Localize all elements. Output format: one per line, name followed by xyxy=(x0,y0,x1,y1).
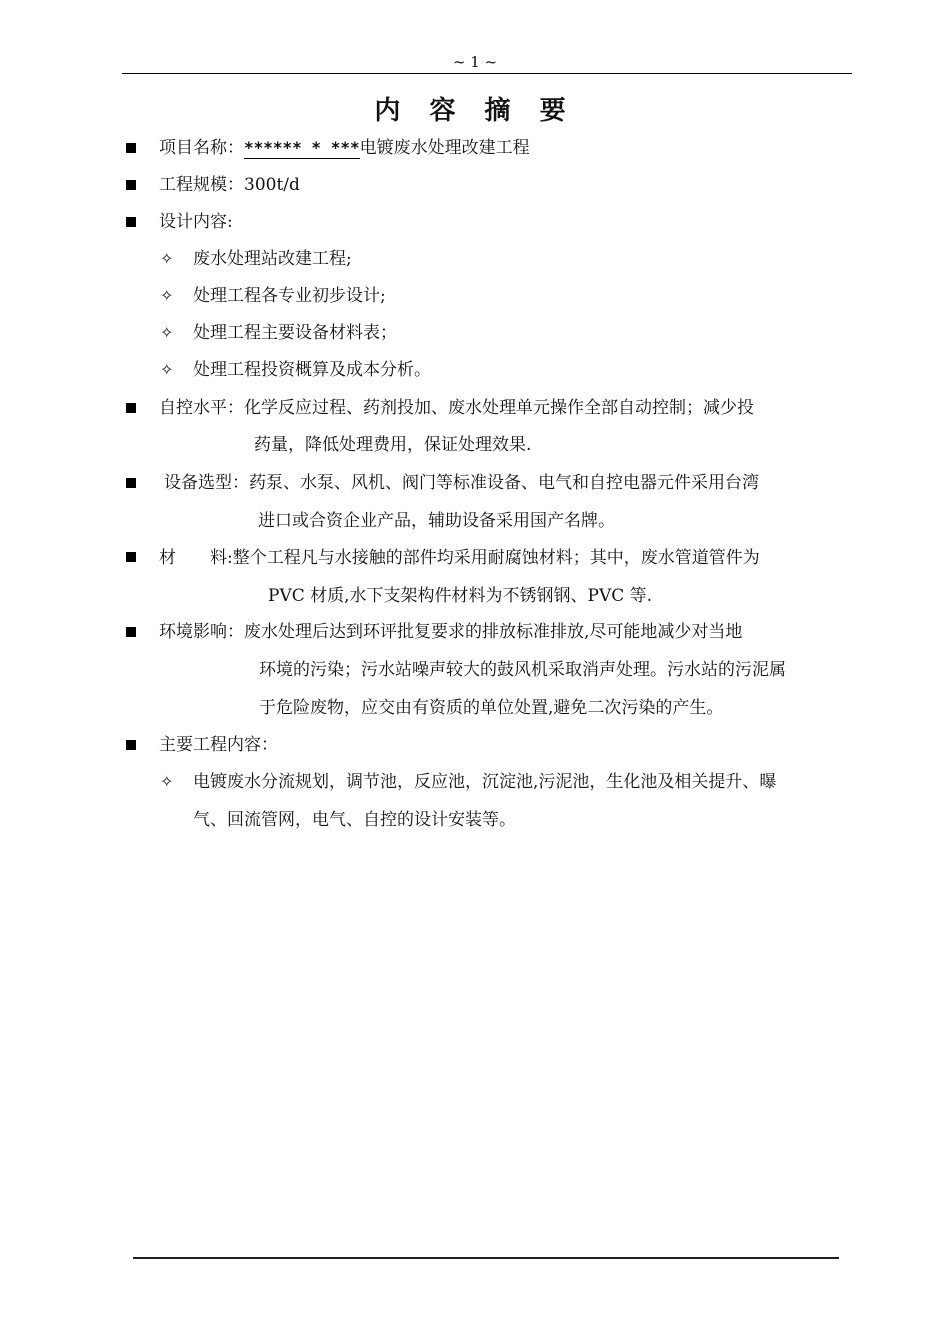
design-item: 处理工程主要设备材料表； xyxy=(193,323,397,343)
design-item: 处理工程投资概算及成本分析。 xyxy=(193,360,431,380)
project-name-line xyxy=(159,137,530,159)
header-rule xyxy=(122,73,852,74)
square-bullet-icon xyxy=(126,143,136,153)
footer-rule xyxy=(133,1257,839,1259)
page-number: ~ 1 ~ xyxy=(452,53,498,71)
square-bullet-icon xyxy=(126,478,136,488)
material-line-2: PVC 材质,水下支架构件材料为不锈钢钢、PVC 等. xyxy=(268,586,653,606)
environment-line-2: 环境的污染；污水站噪声较大的鼓风机采取消声处理。污水站的污泥属 xyxy=(259,660,786,680)
main-content-line-2: 气、回流管网，电气、自控的设计安装等。 xyxy=(193,810,516,830)
project-label: 项目名称： xyxy=(159,138,244,158)
automation-line-1: 自控水平：化学反应过程、药剂投加、废水处理单元操作全部自动控制；减少投 xyxy=(159,398,754,418)
square-bullet-icon xyxy=(126,403,136,413)
design-item: 处理工程各专业初步设计; xyxy=(193,286,386,306)
main-content-label: 主要工程内容： xyxy=(159,735,278,755)
design-label: 设计内容: xyxy=(159,212,233,232)
scale-line: 工程规模：300t/d xyxy=(159,175,300,195)
star-bullet-icon: ✧ xyxy=(160,249,174,268)
square-bullet-icon xyxy=(126,627,136,637)
square-bullet-icon xyxy=(126,217,136,227)
star-bullet-icon: ✧ xyxy=(160,360,174,379)
project-masked-name: ****** * *** xyxy=(244,138,360,157)
equipment-line-2: 进口或合资企业产品，辅助设备采用国产名牌。 xyxy=(258,511,615,531)
equipment-line-1: 设备选型：药泵、水泵、风机、阀门等标准设备、电气和自控电器元件采用台湾 xyxy=(164,473,759,493)
square-bullet-icon xyxy=(126,740,136,750)
environment-line-1: 环境影响：废水处理后达到环评批复要求的排放标准排放,尽可能地减少对当地 xyxy=(159,622,743,642)
main-content-line-1: 电镀废水分流规划，调节池，反应池，沉淀池,污泥池，生化池及相关提升、曝 xyxy=(193,772,777,792)
square-bullet-icon xyxy=(126,552,136,562)
automation-line-2: 药量，降低处理费用，保证处理效果. xyxy=(254,435,532,455)
star-bullet-icon: ✧ xyxy=(160,286,174,305)
environment-line-3: 于危险废物，应交由有资质的单位处置,避免二次污染的产生。 xyxy=(259,698,724,718)
project-suffix: 电镀废水处理改建工程 xyxy=(359,138,530,158)
star-bullet-icon: ✧ xyxy=(160,772,174,791)
design-item: 废水处理站改建工程; xyxy=(193,249,352,269)
square-bullet-icon xyxy=(126,180,136,190)
star-bullet-icon: ✧ xyxy=(160,323,174,342)
document-title: 内 容 摘 要 xyxy=(374,96,576,126)
material-line-1: 材 料:整个工程凡与水接触的部件均采用耐腐蚀材料；其中，废水管道管件为 xyxy=(159,548,760,568)
